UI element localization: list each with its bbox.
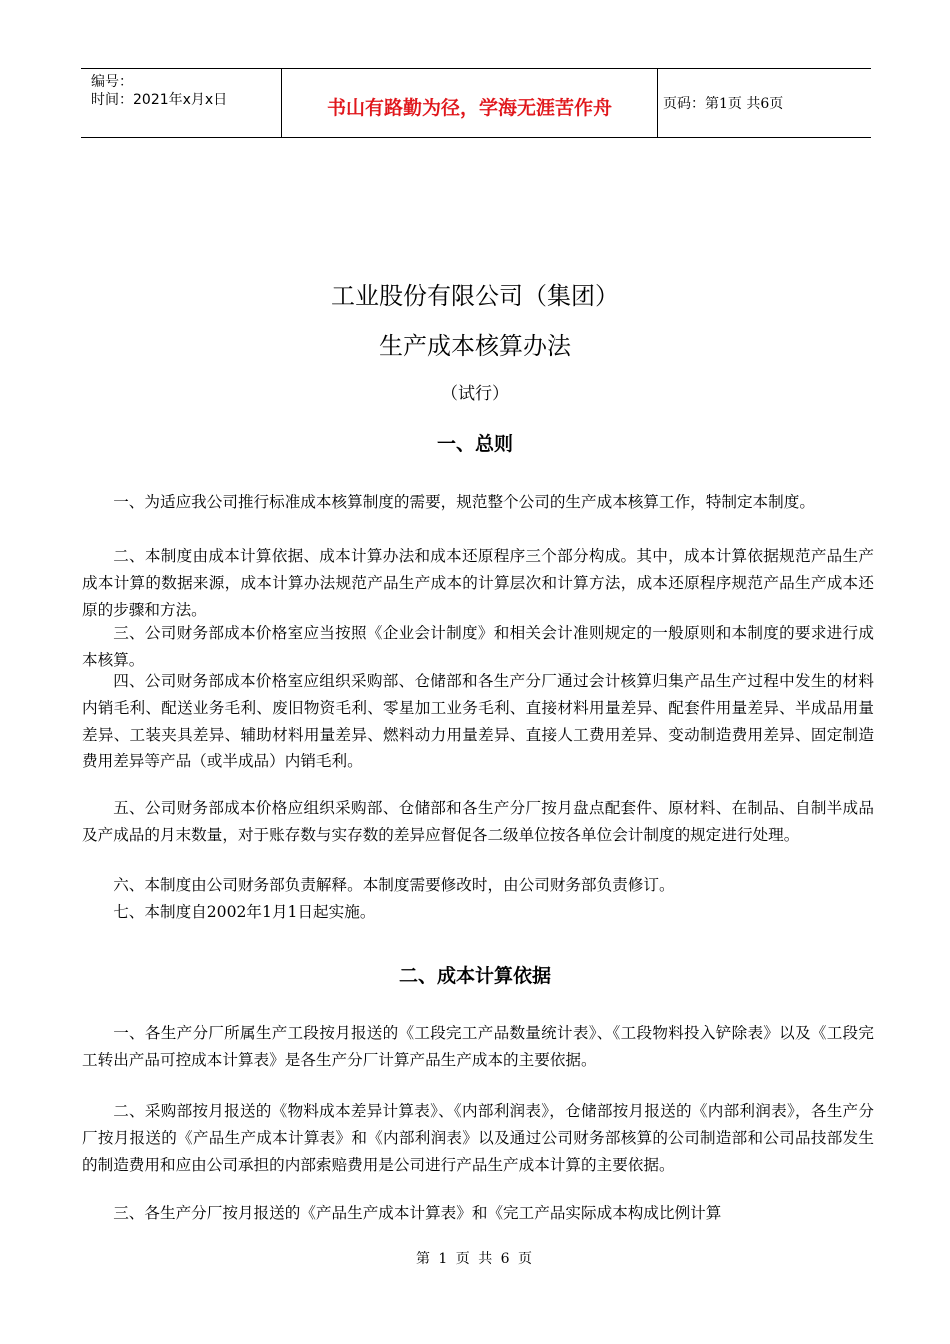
date-label: 时间：2021年x月x日	[91, 92, 228, 108]
section-heading-general: 一、总则	[436, 433, 513, 455]
paragraph: 六、本制度由公司财务部负责解释。本制度需要修改时，由公司财务部负责修订。	[113, 876, 675, 894]
paragraph: 七、本制度自2002年1月1日起实施。	[113, 903, 376, 921]
header-meta	[81, 69, 281, 137]
paragraph: 一、为适应我公司推行标准成本核算制度的需要，规范整个公司的生产成本核算工作，特制定本制度。	[113, 493, 815, 511]
number-label: 编号：	[91, 74, 133, 90]
page-info: 页码：第1页 共6页	[663, 96, 784, 112]
document-title: 生产成本核算办法	[379, 332, 571, 360]
paragraph: 三、各生产分厂按月报送的《产品生产成本计算表》和《完工产品实际成本构成比例计算	[113, 1204, 722, 1222]
paragraph: 一、各生产分厂所属生产工段按月报送的《工段完工产品数量统计表》、《工段物料投入铲除表》以及《工段完工转出产品可控成本计算表》是各生产分厂计算产品生产成本的主要依据。	[82, 1024, 874, 1069]
paragraph: 三、公司财务部成本价格室应当按照《企业会计制度》和相关会计准则规定的一般原则和本制度的要求进行成本核算。	[82, 624, 874, 669]
motto-text: 书山有路勤为径，学海无涯苦作舟	[326, 97, 612, 119]
header-motto-cell	[281, 69, 658, 137]
section-heading-cost-basis: 二、成本计算依据	[398, 965, 551, 987]
paragraph: 二、采购部按月报送的《物料成本差异计算表》、《内部利润表》，仓储部按月报送的《内部利润表》，各生产分厂按月报送的《产品生产成本计算表》和《内部利润表》以及通过公司财务部核算的公司制造部和公司品技部发生的制造费用和应由公司承担的内部索赔费用是公司进行产品生产成本计算的主要依据。	[82, 1102, 874, 1174]
company-title: 工业股份有限公司（集团）	[331, 282, 619, 310]
page-header	[81, 68, 871, 138]
page-footer: 第 1 页 共 6 页	[415, 1251, 535, 1267]
paragraph: 五、公司财务部成本价格应组织采购部、仓储部和各生产分厂按月盘点配套件、原材料、在制品、自制半成品及产成品的月末数量，对于账存数与实存数的差异应督促各二级单位按各单位会计制度的规定进行处理。	[82, 799, 874, 844]
paragraph: 四、公司财务部成本价格室应组织采购部、仓储部和各生产分厂通过会计核算归集产品生产过程中发生的材料内销毛利、配送业务毛利、废旧物资毛利、零星加工业务毛利、直接材料用量差异、配套件用量差异、半成品用量差异、工装夹具差异、辅助材料用量差异、燃料动力用量差异、直接人工费用差异、变动制造费用差异、固定制造费用差异等产品（或半成品）内销毛利。	[82, 672, 874, 771]
trial-note: （试行）	[441, 384, 509, 404]
paragraph: 二、本制度由成本计算依据、成本计算办法和成本还原程序三个部分构成。其中，成本计算依据规范产品生产成本计算的数据来源，成本计算办法规范产品生产成本的计算层次和计算方法，成本还原程序规范产品生产成本还原的步骤和方法。	[82, 547, 874, 619]
